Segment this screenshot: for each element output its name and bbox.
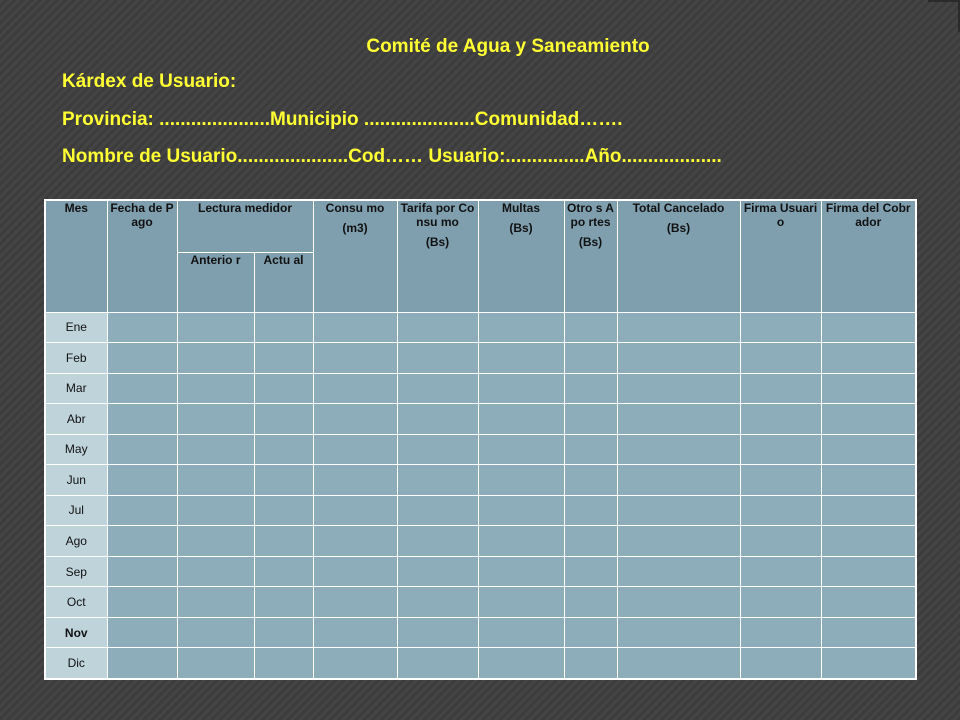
data-cell[interactable] bbox=[254, 526, 313, 557]
user-line: Nombre de Usuario.....................Cod…… Usuario:...............Año................... bbox=[62, 146, 722, 167]
table-row bbox=[45, 526, 916, 557]
data-cell[interactable] bbox=[254, 373, 313, 404]
data-cell[interactable] bbox=[177, 556, 254, 587]
table-row bbox=[45, 434, 916, 465]
data-cell[interactable] bbox=[254, 617, 313, 648]
data-cell[interactable] bbox=[107, 526, 177, 557]
data-cell[interactable] bbox=[254, 648, 313, 679]
header-tarifa: Tarifa por Consu mo (Bs) bbox=[397, 200, 478, 312]
header-firma-usuario: Firma Usuario bbox=[740, 200, 821, 312]
data-cell[interactable] bbox=[821, 526, 916, 557]
month-cell: Sep bbox=[45, 556, 107, 587]
data-cell[interactable] bbox=[397, 434, 478, 465]
data-cell[interactable] bbox=[740, 343, 821, 374]
data-cell[interactable] bbox=[740, 526, 821, 557]
data-cell[interactable] bbox=[397, 587, 478, 618]
data-cell[interactable] bbox=[313, 495, 397, 526]
data-cell[interactable] bbox=[107, 648, 177, 679]
data-cell[interactable] bbox=[821, 343, 916, 374]
data-cell[interactable] bbox=[564, 556, 617, 587]
data-cell[interactable] bbox=[821, 373, 916, 404]
data-cell[interactable] bbox=[617, 648, 740, 679]
data-cell[interactable] bbox=[740, 617, 821, 648]
data-cell[interactable] bbox=[740, 587, 821, 618]
data-cell[interactable] bbox=[397, 617, 478, 648]
data-cell[interactable] bbox=[821, 587, 916, 618]
data-cell[interactable] bbox=[397, 465, 478, 496]
data-cell[interactable] bbox=[478, 617, 564, 648]
data-cell[interactable] bbox=[617, 373, 740, 404]
kardex-label: Kárdex de Usuario: bbox=[62, 71, 237, 92]
data-cell[interactable] bbox=[478, 526, 564, 557]
data-cell[interactable] bbox=[107, 343, 177, 374]
data-cell[interactable] bbox=[821, 312, 916, 343]
table-row bbox=[45, 404, 916, 435]
data-cell[interactable] bbox=[821, 556, 916, 587]
data-cell[interactable] bbox=[478, 343, 564, 374]
data-cell[interactable] bbox=[177, 343, 254, 374]
data-cell[interactable] bbox=[313, 343, 397, 374]
data-cell[interactable] bbox=[254, 312, 313, 343]
data-cell[interactable] bbox=[107, 617, 177, 648]
data-cell[interactable] bbox=[821, 404, 916, 435]
data-cell[interactable] bbox=[397, 526, 478, 557]
data-cell[interactable] bbox=[397, 404, 478, 435]
data-cell[interactable] bbox=[617, 343, 740, 374]
month-cell: Feb bbox=[45, 343, 107, 374]
table-row bbox=[45, 587, 916, 618]
data-cell[interactable] bbox=[177, 648, 254, 679]
data-cell[interactable] bbox=[254, 556, 313, 587]
data-cell[interactable] bbox=[617, 495, 740, 526]
data-cell[interactable] bbox=[177, 404, 254, 435]
data-cell[interactable] bbox=[397, 343, 478, 374]
table-body bbox=[45, 312, 916, 679]
header-anterior: Anterio r bbox=[177, 252, 254, 312]
kardex-table bbox=[44, 199, 917, 680]
header-lectura-medidor: Lectura medidor bbox=[177, 200, 313, 252]
data-cell[interactable] bbox=[564, 312, 617, 343]
data-cell[interactable] bbox=[617, 312, 740, 343]
data-cell[interactable] bbox=[313, 465, 397, 496]
month-cell: Ago bbox=[45, 526, 107, 557]
data-cell[interactable] bbox=[478, 312, 564, 343]
data-cell[interactable] bbox=[564, 617, 617, 648]
table-row bbox=[45, 495, 916, 526]
header-otros-aportes: Otro s Apo rtes (Bs) bbox=[564, 200, 617, 312]
data-cell[interactable] bbox=[821, 617, 916, 648]
data-cell[interactable] bbox=[397, 495, 478, 526]
data-cell[interactable] bbox=[478, 434, 564, 465]
month-cell: Jun bbox=[45, 465, 107, 496]
header-mes: Mes bbox=[45, 200, 107, 312]
data-cell[interactable] bbox=[740, 312, 821, 343]
data-cell[interactable] bbox=[478, 465, 564, 496]
data-cell[interactable] bbox=[478, 495, 564, 526]
table-row bbox=[45, 343, 916, 374]
data-cell[interactable] bbox=[254, 587, 313, 618]
data-cell[interactable] bbox=[564, 526, 617, 557]
data-cell[interactable] bbox=[397, 373, 478, 404]
month-cell: May bbox=[45, 434, 107, 465]
data-cell[interactable] bbox=[397, 312, 478, 343]
data-cell[interactable] bbox=[478, 556, 564, 587]
table-row bbox=[45, 465, 916, 496]
data-cell[interactable] bbox=[617, 404, 740, 435]
data-cell[interactable] bbox=[254, 434, 313, 465]
corner-ornament bbox=[928, 0, 960, 32]
data-cell[interactable] bbox=[177, 434, 254, 465]
data-cell[interactable] bbox=[740, 495, 821, 526]
header-fecha-pago: Fecha de Pago bbox=[107, 200, 177, 312]
data-cell[interactable] bbox=[564, 404, 617, 435]
data-cell[interactable] bbox=[177, 587, 254, 618]
data-cell[interactable] bbox=[313, 648, 397, 679]
data-cell[interactable] bbox=[107, 587, 177, 618]
data-cell[interactable] bbox=[564, 434, 617, 465]
data-cell[interactable] bbox=[313, 373, 397, 404]
month-cell: Oct bbox=[45, 587, 107, 618]
data-cell[interactable] bbox=[107, 434, 177, 465]
table-row bbox=[45, 312, 916, 343]
month-cell: Dic bbox=[45, 648, 107, 679]
data-cell[interactable] bbox=[821, 648, 916, 679]
data-cell[interactable] bbox=[313, 587, 397, 618]
data-cell[interactable] bbox=[107, 404, 177, 435]
month-cell: Ene bbox=[45, 312, 107, 343]
data-cell[interactable] bbox=[740, 648, 821, 679]
data-cell[interactable] bbox=[564, 465, 617, 496]
data-cell[interactable] bbox=[740, 465, 821, 496]
table-row bbox=[45, 373, 916, 404]
table-row bbox=[45, 617, 916, 648]
data-cell[interactable] bbox=[564, 343, 617, 374]
data-cell[interactable] bbox=[397, 648, 478, 679]
data-cell[interactable] bbox=[617, 556, 740, 587]
month-cell: Jul bbox=[45, 495, 107, 526]
data-cell[interactable] bbox=[107, 465, 177, 496]
month-cell: Mar bbox=[45, 373, 107, 404]
data-cell[interactable] bbox=[478, 404, 564, 435]
header-consumo: Consu mo (m3) bbox=[313, 200, 397, 312]
data-cell[interactable] bbox=[254, 465, 313, 496]
data-cell[interactable] bbox=[564, 648, 617, 679]
data-cell[interactable] bbox=[254, 343, 313, 374]
data-cell[interactable] bbox=[564, 373, 617, 404]
data-cell[interactable] bbox=[313, 556, 397, 587]
data-cell[interactable] bbox=[397, 556, 478, 587]
data-cell[interactable] bbox=[177, 526, 254, 557]
data-cell[interactable] bbox=[564, 495, 617, 526]
data-cell[interactable] bbox=[740, 404, 821, 435]
data-cell[interactable] bbox=[177, 373, 254, 404]
header-multas: Multas (Bs) bbox=[478, 200, 564, 312]
data-cell[interactable] bbox=[107, 495, 177, 526]
location-line: Provincia: .....................Municipio .....................Comunidad……. bbox=[62, 109, 623, 130]
data-cell[interactable] bbox=[821, 434, 916, 465]
data-cell[interactable] bbox=[740, 556, 821, 587]
data-cell[interactable] bbox=[313, 312, 397, 343]
data-cell[interactable] bbox=[821, 465, 916, 496]
data-cell[interactable] bbox=[617, 526, 740, 557]
data-cell[interactable] bbox=[740, 373, 821, 404]
data-cell[interactable] bbox=[107, 556, 177, 587]
data-cell[interactable] bbox=[617, 465, 740, 496]
data-cell[interactable] bbox=[107, 373, 177, 404]
data-cell[interactable] bbox=[254, 404, 313, 435]
data-cell[interactable] bbox=[478, 587, 564, 618]
data-cell[interactable] bbox=[564, 587, 617, 618]
data-cell[interactable] bbox=[821, 495, 916, 526]
data-cell[interactable] bbox=[617, 434, 740, 465]
data-cell[interactable] bbox=[617, 587, 740, 618]
header-total-cancelado: Total Cancelado (Bs) bbox=[617, 200, 740, 312]
month-cell: Abr bbox=[45, 404, 107, 435]
data-cell[interactable] bbox=[740, 434, 821, 465]
table-row bbox=[45, 556, 916, 587]
data-cell[interactable] bbox=[313, 434, 397, 465]
header-firma-cobrador: Firma del Cobrador bbox=[821, 200, 916, 312]
month-cell: Nov bbox=[45, 617, 107, 648]
data-cell[interactable] bbox=[313, 526, 397, 557]
data-cell[interactable] bbox=[254, 495, 313, 526]
data-cell[interactable] bbox=[313, 404, 397, 435]
data-cell[interactable] bbox=[478, 648, 564, 679]
data-cell[interactable] bbox=[177, 495, 254, 526]
data-cell[interactable] bbox=[107, 312, 177, 343]
data-cell[interactable] bbox=[177, 617, 254, 648]
page-title: Comité de Agua y Saneamiento bbox=[366, 36, 650, 57]
data-cell[interactable] bbox=[478, 373, 564, 404]
data-cell[interactable] bbox=[177, 312, 254, 343]
data-cell[interactable] bbox=[177, 465, 254, 496]
header-actual: Actu al bbox=[254, 252, 313, 312]
data-cell[interactable] bbox=[617, 617, 740, 648]
table-row bbox=[45, 648, 916, 679]
data-cell[interactable] bbox=[313, 617, 397, 648]
